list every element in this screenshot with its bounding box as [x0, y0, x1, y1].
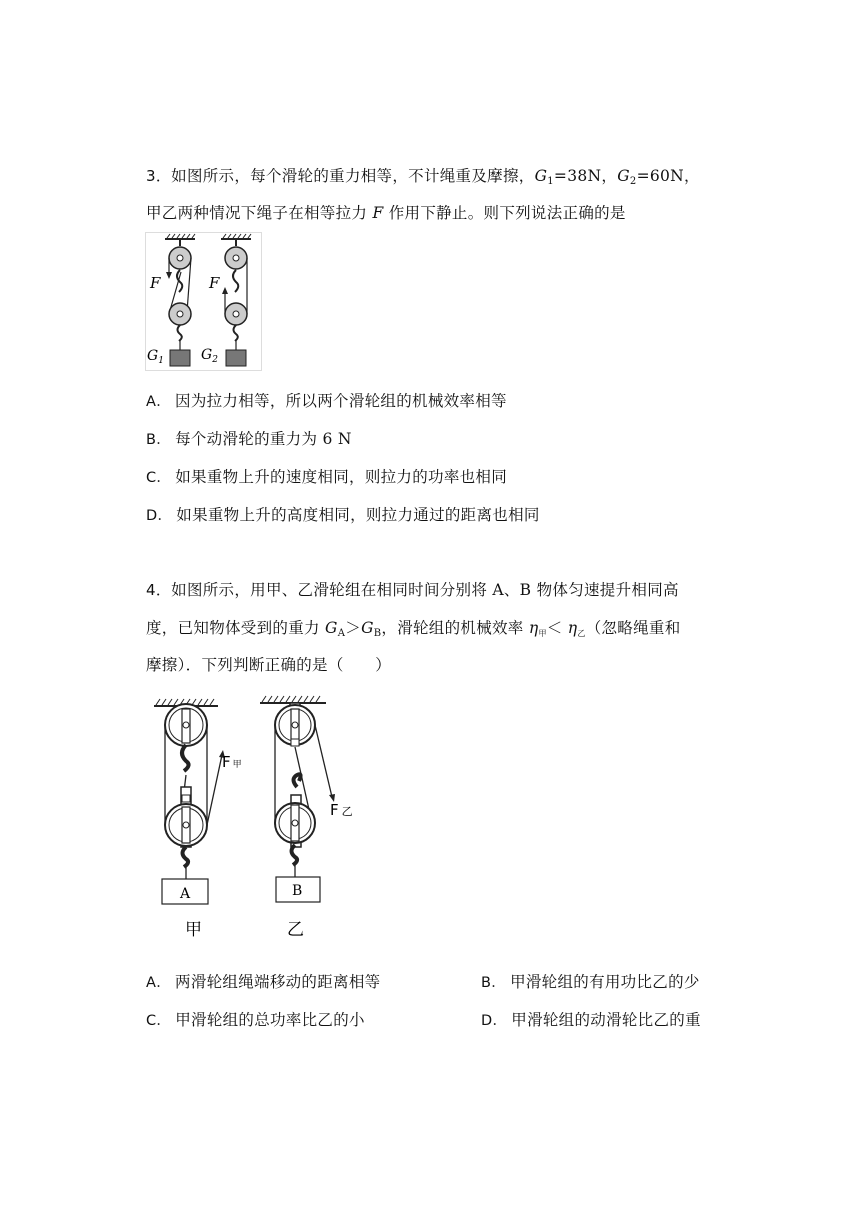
q4-fig-caption-jia: 甲 — [185, 920, 202, 940]
q3-weight-g1 — [170, 350, 190, 366]
q4-jia-pull-rope — [207, 755, 222, 825]
q4-eta-yi-sub: 乙 — [577, 629, 586, 638]
q3-option-b[interactable]: B． 每个动滑轮的重力为 6 N — [146, 430, 352, 448]
q4-fig-f-jia: F甲 — [222, 753, 242, 771]
q4-line-3 — [146, 653, 391, 675]
q3-number: 3． — [146, 167, 172, 185]
q4-option-d[interactable]: D． 甲滑轮组的动滑轮比乙的重 — [481, 1011, 701, 1029]
q4-fig-label-a: A — [180, 886, 191, 902]
q4-fig-f-yi: F 乙 — [330, 801, 353, 819]
q4-eta-jia: η — [528, 619, 539, 637]
q3-fig-g1: $G_1$ — [147, 348, 164, 366]
q3-g1-val: =38N， — [553, 167, 618, 185]
q3-g2-sub: 2 — [629, 176, 637, 187]
q4-gt: ＞ — [345, 619, 362, 637]
q3-pulley-figure — [145, 232, 263, 372]
q3-line-1 — [146, 164, 700, 187]
q4-option-a[interactable]: A． 两滑轮组绳端移动的距离相等 — [146, 973, 381, 991]
q3-option-d[interactable]: D． 如果重物上升的高度相同，则拉力通过的距离也相同 — [146, 506, 540, 524]
q3-g1-sub: 1 — [547, 176, 554, 187]
q4-gb-var: G — [361, 619, 374, 637]
q4-system-jia — [154, 699, 225, 904]
q3-fig-g2: $G_2$ — [201, 347, 218, 365]
q3-line-2 — [146, 201, 626, 223]
q3-weight-g2 — [226, 350, 246, 366]
q4-line2-text-b: ，滑轮组的机械效率 — [381, 619, 529, 637]
q4-ga-var: G — [325, 619, 338, 637]
q4-eta-jia-sub: 甲 — [538, 629, 547, 638]
q4-line-1 — [146, 578, 679, 600]
q3-fig-f-right: F — [209, 274, 220, 292]
q4-line-2 — [146, 616, 681, 639]
q3-g2-var: G — [617, 167, 630, 185]
q4-lt: ＜ — [546, 619, 568, 637]
q3-option-c[interactable]: C． 如果重物上升的速度相同，则拉力的功率也相同 — [146, 468, 508, 486]
q4-eta-yi: η — [567, 619, 578, 637]
q4-line2-text-a: 度，已知物体受到的重力 — [146, 619, 326, 637]
q4-option-c[interactable]: C． 甲滑轮组的总功率比乙的小 — [146, 1011, 365, 1029]
q4-fig-label-b: B — [292, 883, 303, 899]
q4-system-yi — [260, 696, 335, 902]
q3-line1-text: 如图所示，每个滑轮的重力相等，不计绳重及摩擦， — [171, 167, 535, 185]
q4-ga-sub: A — [337, 628, 346, 639]
q3-line2-text-a: 甲乙两种情况下绳子在相等拉力 — [146, 204, 373, 222]
q3-line2-text-b: 作用下静止。则下列说法正确的是 — [383, 204, 626, 222]
q3-fig-f-left: F — [150, 274, 161, 292]
q4-line2-text-c: （忽略绳重和 — [585, 619, 681, 637]
q4-fig-caption-yi: 乙 — [287, 920, 304, 940]
q4-pulley-figure — [150, 695, 380, 945]
q4-yi-pull-rope — [315, 725, 332, 797]
q4-gb-sub: B — [373, 628, 382, 639]
q4-option-b[interactable]: B． 甲滑轮组的有用功比乙的少 — [481, 973, 700, 991]
q4-number: 4． — [146, 581, 172, 599]
q3-g2-val: =60N， — [636, 167, 700, 185]
q3-g1-var: G — [534, 167, 548, 185]
q3-option-a[interactable]: A． 因为拉力相等，所以两个滑轮组的机械效率相等 — [146, 392, 507, 410]
q3-f-var: F — [372, 204, 384, 222]
q4-line1-text: 如图所示，用甲、乙滑轮组在相同时间分别将 A、B 物体匀速提升相同高 — [171, 581, 679, 599]
q4-line3-text: 摩擦）．下列判断正确的是（ ） — [146, 656, 392, 674]
